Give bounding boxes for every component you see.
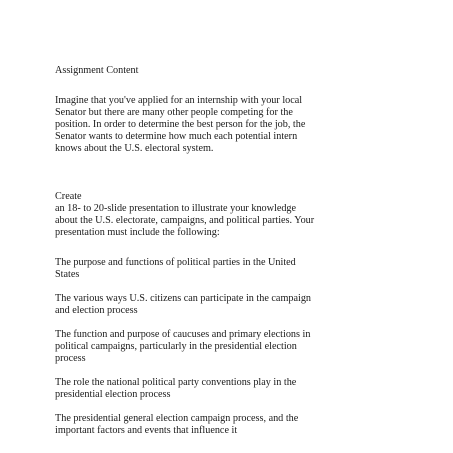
- requirement-item: The presidential general election campaign process, and the important factors and events that influence it: [55, 413, 299, 436]
- create-paragraph: an 18- to 20-slide presentation to illustrate your knowledge about the U.S. electorate, campaigns, and political parties. Your presentation must include the following:: [55, 203, 315, 238]
- requirement-item: The function and purpose of caucuses and primary elections in political campaigns, particularly in the presidential election process: [55, 329, 311, 364]
- requirement-item: The purpose and functions of political parties in the United States: [55, 257, 296, 280]
- requirement-item: The various ways U.S. citizens can participate in the campaign and election process: [55, 293, 312, 316]
- requirement-item: The role the national political party conventions play in the presidential election process: [55, 377, 297, 400]
- document-title: Assignment Content: [55, 65, 139, 76]
- document-page: [55, 65, 400, 449]
- intro-paragraph: Imagine that you've applied for an internship with your local Senator but there are many other people competing for the position. In order to determine the best person for the job, the Senator wants to determine how much each potential intern knows about the U.S. electoral system.: [55, 95, 306, 154]
- create-label: Create: [55, 191, 82, 202]
